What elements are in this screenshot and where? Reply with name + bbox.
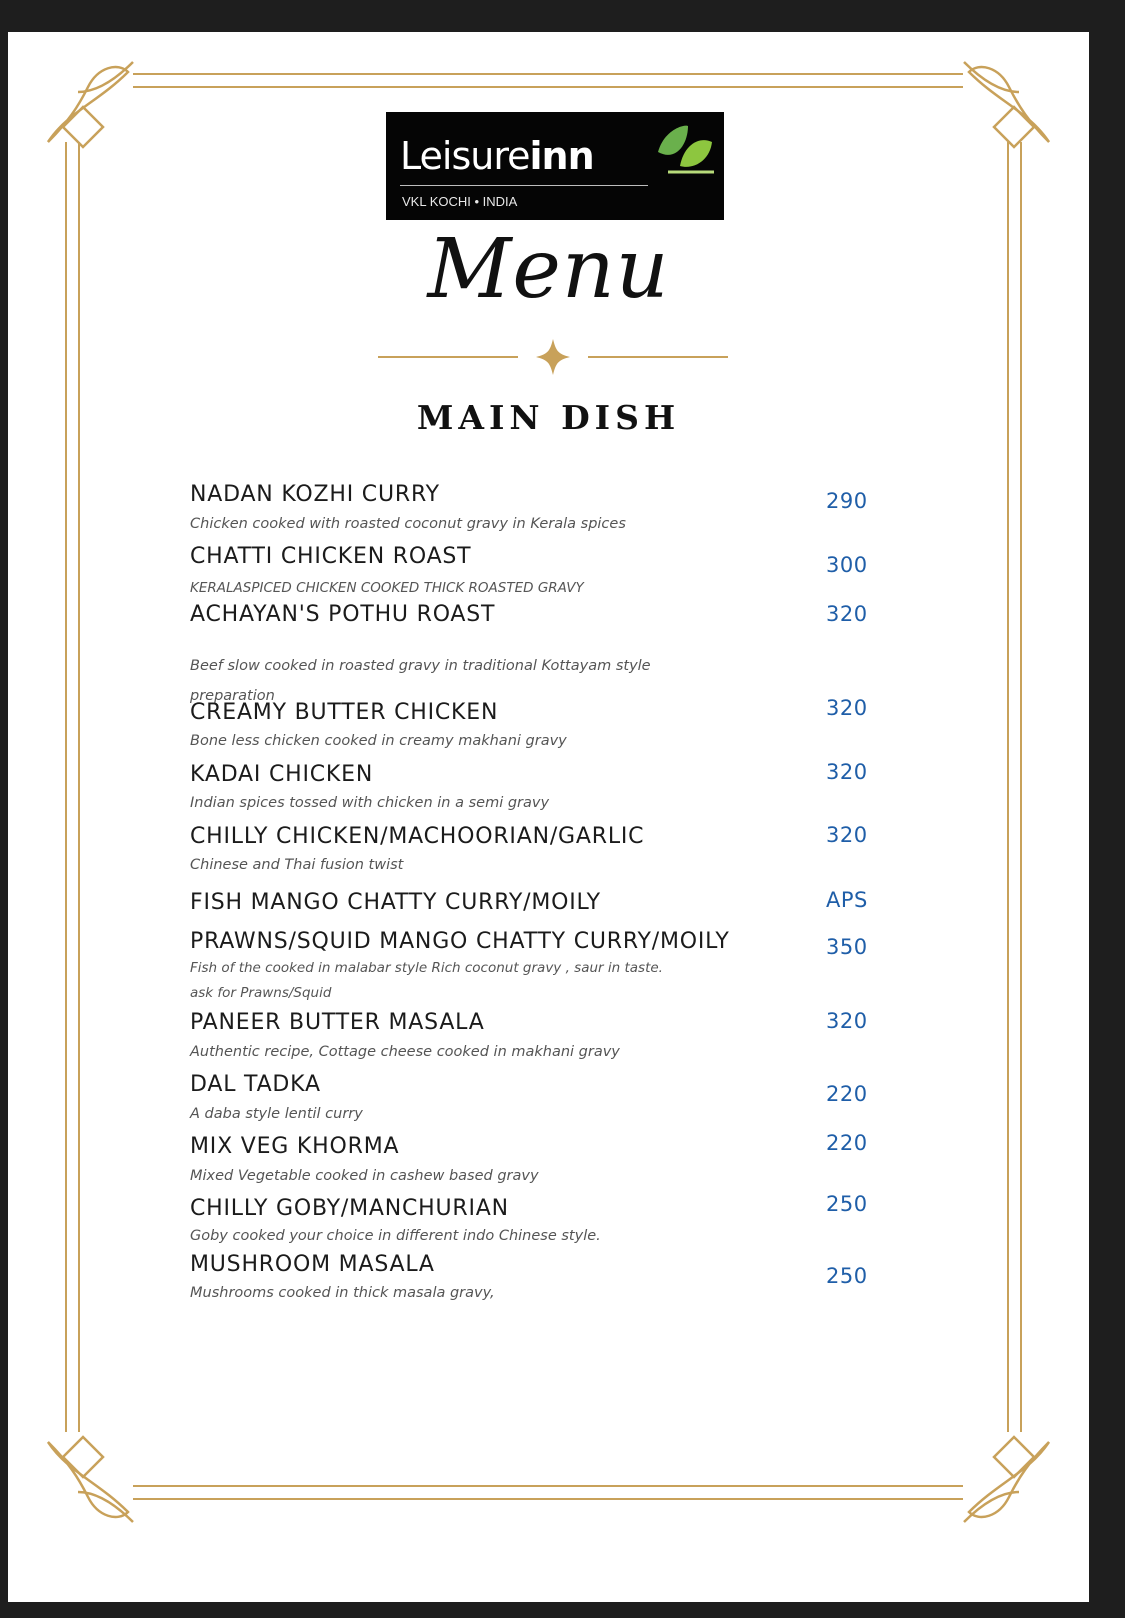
menu-item-name: CREAMY BUTTER CHICKEN: [190, 700, 499, 725]
menu-item-name: DAL TADKA: [190, 1072, 321, 1097]
menu-item-description: Chinese and Thai fusion twist: [190, 857, 404, 873]
menu-item-price: APS: [826, 888, 868, 912]
menu-item-price: 320: [826, 1009, 868, 1033]
menu-item-name: CHATTI CHICKEN ROAST: [190, 544, 472, 569]
menu-item-description: A daba style lentil curry: [190, 1106, 363, 1122]
diamond-ornament: [378, 337, 728, 377]
menu-item-price: 250: [826, 1264, 868, 1288]
menu-item-name: FISH MANGO CHATTY CURRY/MOILY: [190, 890, 601, 915]
menu-item-price: 220: [826, 1131, 868, 1155]
brand-name-bold: inn: [529, 134, 594, 178]
leaf-icon: [654, 122, 716, 180]
menu-item-name: PRAWNS/SQUID MANGO CHATTY CURRY/MOILY: [190, 929, 730, 954]
menu-item-name: CHILLY CHICKEN/MACHOORIAN/GARLIC: [190, 824, 645, 849]
menu-item-price: 320: [826, 602, 868, 626]
menu-item-description: KERALASPICED CHICKEN COOKED THICK ROASTED GRAVY: [190, 580, 584, 596]
menu-title: Menu: [427, 222, 670, 317]
brand-name: [400, 134, 594, 178]
menu-item-name: ACHAYAN'S POTHU ROAST: [190, 602, 496, 627]
brand-location: VKL KOCHI • INDIA: [402, 194, 518, 209]
logo-divider: [400, 185, 648, 186]
menu-page: [8, 32, 1089, 1602]
menu-item-price: 300: [826, 553, 868, 577]
menu-item-price: 290: [826, 489, 868, 513]
menu-item-price: 320: [826, 823, 868, 847]
menu-item-price: 320: [826, 696, 868, 720]
corner-flourish-top-right: [964, 62, 1049, 147]
menu-item-name: CHILLY GOBY/MANCHURIAN: [190, 1196, 509, 1221]
corner-flourish-top-left: [48, 62, 133, 147]
menu-item-description: preparation: [190, 688, 275, 704]
menu-item-description: Chicken cooked with roasted coconut gravy in Kerala spices: [190, 516, 626, 532]
menu-item-description: Authentic recipe, Cottage cheese cooked in makhani gravy: [190, 1044, 620, 1060]
menu-item-description: Bone less chicken cooked in creamy makhani gravy: [190, 733, 567, 749]
menu-item-description: Mushrooms cooked in thick masala gravy,: [190, 1285, 495, 1301]
menu-item-name: KADAI CHICKEN: [190, 762, 374, 787]
section-title: MAIN DISH: [416, 398, 681, 437]
menu-item-description: Fish of the cooked in malabar style Rich coconut gravy , saur in taste.: [190, 960, 663, 976]
menu-item-description: ask for Prawns/Squid: [190, 985, 332, 1001]
menu-item-name: NADAN KOZHI CURRY: [190, 482, 440, 507]
brand-logo: [386, 112, 724, 220]
menu-item-description: Beef slow cooked in roasted gravy in traditional Kottayam style: [190, 658, 651, 674]
menu-item-name: MIX VEG KHORMA: [190, 1134, 400, 1159]
menu-item-description: Goby cooked your choice in different indo Chinese style.: [190, 1228, 601, 1244]
menu-item-price: 250: [826, 1192, 868, 1216]
menu-item-price: 350: [826, 935, 868, 959]
menu-item-name: PANEER BUTTER MASALA: [190, 1010, 485, 1035]
brand-name-light: Leisure: [400, 134, 530, 178]
corner-flourish-bottom-left: [48, 1437, 133, 1522]
menu-item-description: Mixed Vegetable cooked in cashew based gravy: [190, 1168, 539, 1184]
menu-item-description: Indian spices tossed with chicken in a semi gravy: [190, 795, 550, 811]
menu-item-name: MUSHROOM MASALA: [190, 1252, 435, 1277]
menu-item-price: 220: [826, 1082, 868, 1106]
corner-flourish-bottom-right: [964, 1437, 1049, 1522]
menu-item-price: 320: [826, 760, 868, 784]
